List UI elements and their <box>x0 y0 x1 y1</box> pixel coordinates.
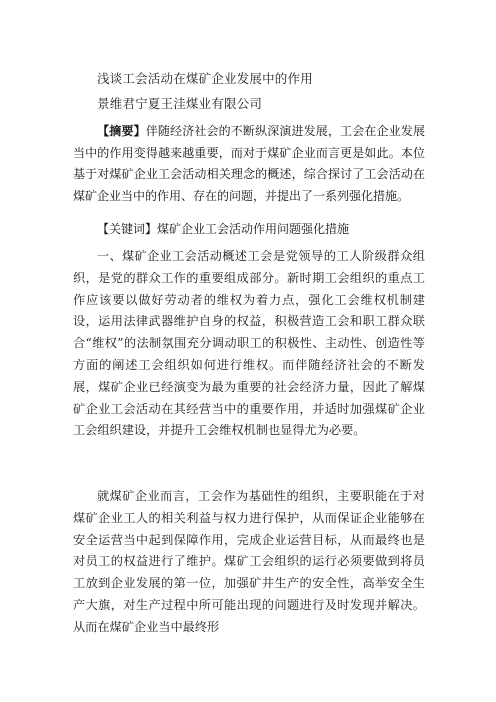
body-paragraph-1-text: 工会是党领导的工人阶级群众组织，是党的群众工作的重要组成部分。新时期工会组织的重点工作应该要以做好劳动者的维权为着力点，强化工会维权机制建设，运用法律武器维护自身的权益，积极营造工会和职工群众联合“维权”的法制氛围充分调动职工的积极性、主动性、创造性等方面的阐述工会组织如何进行维权。而伴随经济社会的不断发展，煤矿企业已经演变为最为重要的社会经济力量，因此了解煤矿企业工会活动在其经营当中的重要作用，并适时加强煤矿企业工会组织建设，并提升工会维权机制也显得尤为必要。 <box>73 249 425 438</box>
body-paragraph-2-text: 就煤矿企业而言，工会作为基础性的组织，主要职能在于对煤矿企业工人的相关利益与权力进行保护，从而保证企业能够在安全运营当中起到保障作用，完成企业运营目标，从而最终也是对员工的权益进行了维护。煤矿工会组织的运行必须要做到将员工放到企业发展的第一位，加强矿井生产的安全性，高举安全生产大旗，对生产过程中所可能出现的问题进行及时发现并解决。从而在煤矿企业当中最终形 <box>73 489 425 634</box>
section-heading: 一、煤矿企业工会活动概述 <box>97 249 248 263</box>
author-organization: 景维君宁夏王洼煤业有限公司 <box>97 96 263 111</box>
abstract-label: 【摘要】 <box>97 124 146 138</box>
abstract-paragraph <box>73 121 425 207</box>
keywords-label: 【关键词】 <box>97 222 158 236</box>
body-paragraph-1 <box>73 246 425 442</box>
abstract-text: 伴随经济社会的不断纵深演进发展，工会在企业发展当中的作用变得越来越重要，而对于煤矿企业而言更是如此。本位基于对煤矿企业工会活动相关理念的概述，综合探讨了工会活动在煤矿企业当中的作用、存在的问题，并提出了一系列强化措施。 <box>73 124 425 203</box>
document-title: 浅谈工会活动在煤矿企业发展中的作用 <box>97 71 313 86</box>
keywords-text: 煤矿企业工会活动作用问题强化措施 <box>157 222 350 236</box>
keywords-line <box>97 219 427 240</box>
body-paragraph-2 <box>73 486 425 639</box>
